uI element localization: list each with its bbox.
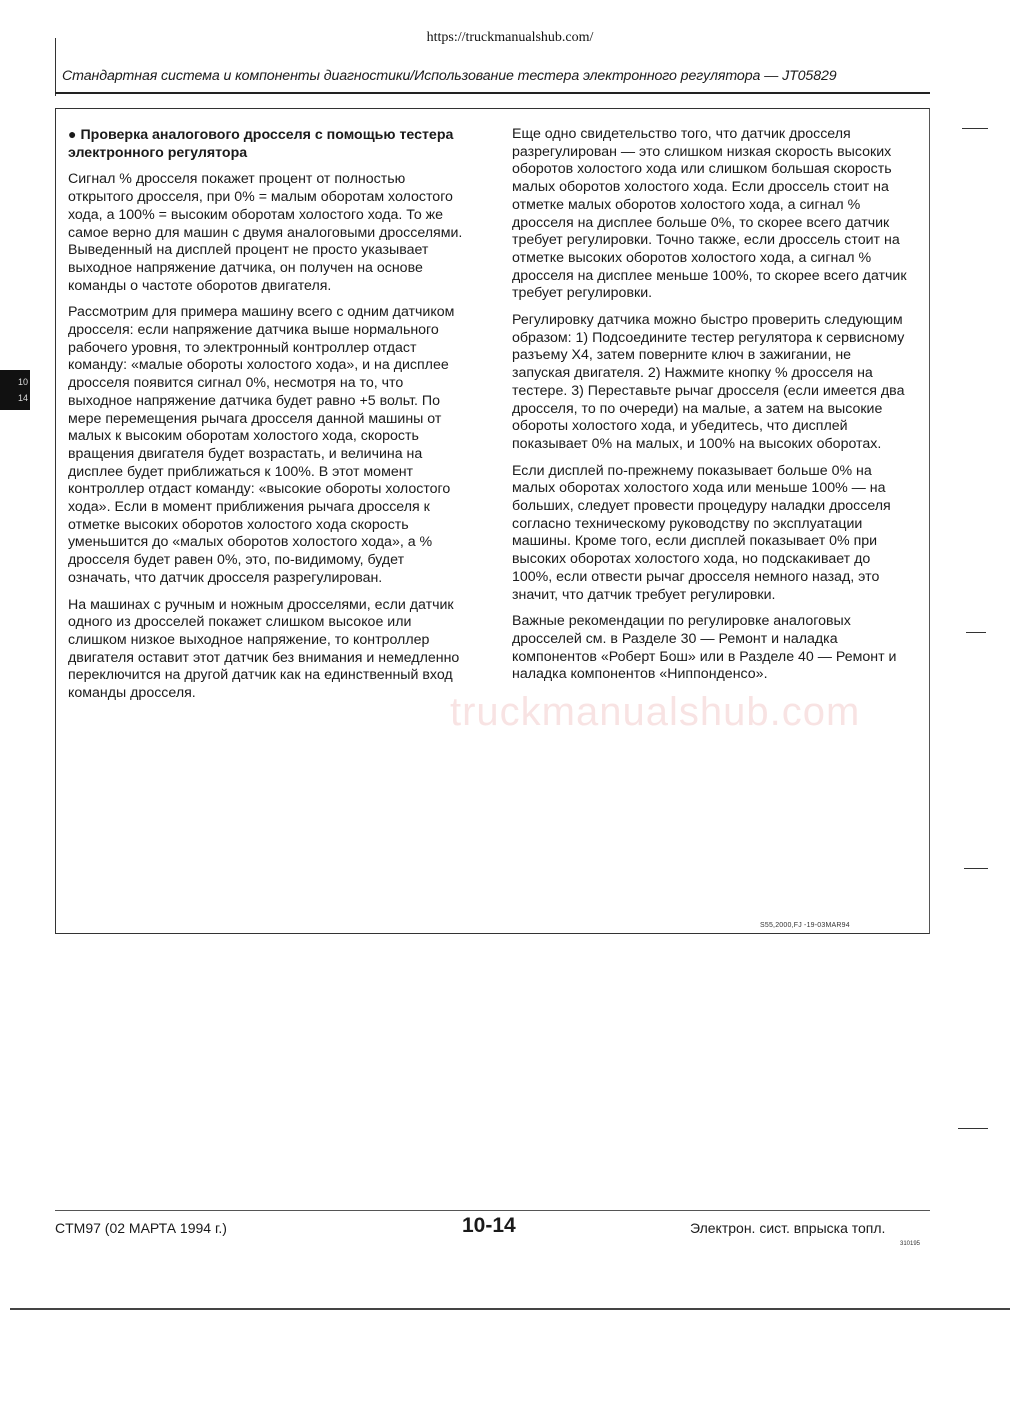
left-margin-rule: [55, 38, 56, 96]
footer-section-title: Электрон. сист. впрыска топл.: [690, 1220, 886, 1236]
section-side-tab: [0, 370, 30, 410]
footer-document-id: CTM97 (02 МАРТА 1994 г.): [55, 1220, 227, 1236]
left-paragraph-3: На машинах с ручным и ножным дросселями, если датчик одного из дросселей покажет слишком высокое или слишком низкое выходное напряжение, то контроллер двигателя оставит этот датчик без внимания и немедленно переключится на другой датчик как на единственный вход команды дросселя.: [68, 596, 460, 702]
watermark: truckmanualshub.com: [450, 690, 861, 734]
edge-mark: [964, 868, 988, 869]
right-paragraph-3: Если дисплей по-прежнему показывает больше 0% на малых оборотах холостого хода или меньше 100% — на больших, следует провести процедуру наладки дросселя согласно техническому руководству по эксплуатации машины. Кроме того, если дисплей показывает 0% при высоких оборотах холостого хода, но подскакивает до 100%, если отвести рычаг дросселя немного назад, это значит, что датчик требует регулировки.: [512, 462, 891, 603]
bottom-rule: [10, 1308, 1010, 1310]
left-column: [68, 126, 468, 712]
right-paragraph-2: Регулировку датчика можно быстро проверить следующим образом: 1) Подсоедините тестер регулятора к сервисному разъему X4, затем поверните ключ в зажигании, не запуская двигателя. 2) Нажмите кнопку % дросселя на тестере. 3) Переставьте рычаг дросселя (если имеется два дросселя, то по очереди) на малые, а затем на высокие обороты холостого хода, и убедитесь, что дисплей показывает 0% на малых, и 100% на высоких оборотах.: [512, 312, 905, 452]
bullet-icon: ●: [68, 126, 77, 142]
footer-rule: [55, 1210, 930, 1211]
footer-code: 310195: [900, 1241, 921, 1247]
section-heading-text: Проверка аналогового дросселя с помощью тестера электронного регулятора: [68, 127, 454, 161]
page-number: 10-14: [462, 1214, 516, 1237]
edge-mark: [966, 632, 986, 633]
right-paragraph-4: Важные рекомендации по регулировке аналоговых дросселей см. в Разделе 30 — Ремонт и наладка компонентов «Роберт Бош» или в Разделе 40 — Ремонт и наладка компонентов «Ниппонденсо».: [512, 613, 897, 683]
right-column: [512, 126, 912, 693]
header-rule: [55, 92, 930, 94]
section-heading: [68, 126, 468, 162]
edge-mark: [962, 128, 988, 129]
edge-mark: [958, 1128, 988, 1129]
side-tab-bottom: 14: [17, 393, 28, 403]
left-paragraph-1: Сигнал % дросселя покажет процент от полностью открытого дросселя, при 0% = малым оборотам холостого хода, а 100% = высоким оборотам холостого хода. То же самое верно для машин с двумя аналоговыми дросселями. Выведенный на дисплей процент не просто указывает выходное напряжение датчика, он получен на основе команды о частоте оборотов двигателя.: [68, 171, 463, 294]
right-paragraph-1: Еще одно свидетельство того, что датчик дросселя разрегулирован — это слишком низкая скорость высоких оборотов холостого хода или слишком большая скорость малых оборотов холостого хода. Если дроссель стоит на отметке малых оборотов холостого хода, а сигнал % дросселя на дисплее больше 0%, то скорее всего датчик требует регулировки. Точно также, если дроссель стоит на отметке высоких оборотов холостого хода, а сигнал % дросселя на дисплее меньше 100%, то скорее всего датчик требует регулировки.: [512, 126, 907, 302]
left-paragraph-2: Рассмотрим для примера машину всего с одним датчиком дросселя: если напряжение датчика выше нормального рабочего уровня, то электронный контроллер отдаст команду: «малые обороты холостого хода», и на дисплее дросселя появится сигнал 0%, несмотря на то, что выходное напряжение датчика будет равно +5 вольт. По мере перемещения рычага дросселя данной машины от малых к высоким оборотам холостого хода, скорость вращения двигателя будет возрастать, и величина на дисплее будет приближаться к 100%. В этот момент контроллер отдаст команду: «высокие обороты холостого хода». Если в момент приближения рычага дросселя к отметке высоких оборотов холостого хода скорость уменьшится до «малых оборотов холостого хода», а % дросселя будет равен 0%, это, по-видимому, будет означать, что датчик дросселя разрегулирован.: [68, 304, 455, 586]
source-url[interactable]: https://truckmanualshub.com/: [426, 30, 594, 45]
figure-code: S55,2000,FJ -19-03MAR94: [760, 922, 850, 929]
page-header-title: Стандартная система и компоненты диагностики/Использование тестера электронного регулятора — JT05829: [62, 68, 837, 84]
side-tab-top: 10: [17, 377, 28, 387]
